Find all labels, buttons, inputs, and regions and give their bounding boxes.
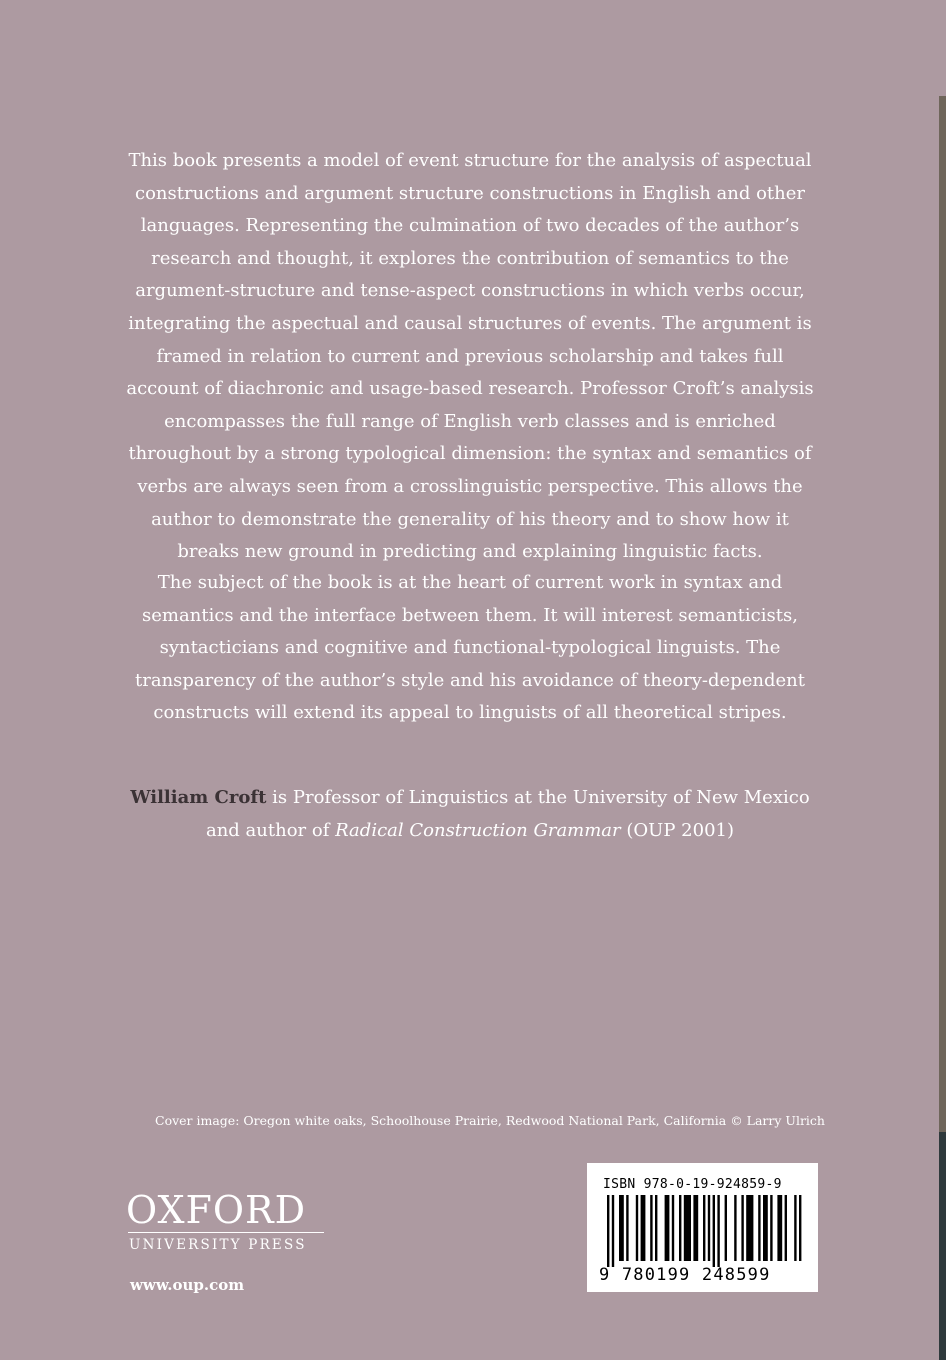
barcode-bar bbox=[693, 1195, 698, 1261]
barcode-bar bbox=[799, 1195, 801, 1261]
barcode-digits: 9 780199 248599 bbox=[599, 1265, 771, 1285]
isbn-barcode bbox=[587, 1163, 818, 1292]
barcode-bar bbox=[679, 1195, 681, 1261]
barcode-bar bbox=[612, 1195, 614, 1267]
publisher-subtitle: UNIVERSITY PRESS bbox=[129, 1237, 307, 1253]
author-bio-text: is Professor of Linguistics at the University of New Mexico and author of bbox=[205, 787, 810, 841]
author-book-title: Radical Construction Grammar bbox=[335, 819, 621, 841]
barcode-bar bbox=[672, 1195, 674, 1261]
barcode-bar bbox=[770, 1195, 772, 1261]
barcode-bar bbox=[684, 1195, 691, 1261]
barcode-bar bbox=[607, 1195, 609, 1267]
barcode-bar bbox=[626, 1195, 628, 1261]
isbn-label: ISBN 978-0-19-924859-9 bbox=[603, 1177, 782, 1192]
barcode-bar bbox=[713, 1195, 715, 1267]
publisher-logo-rule bbox=[128, 1232, 324, 1233]
blurb-paragraph-2: The subject of the book is at the heart of current work in syntax and semantics and the interface between them. It will interest semanticists, syntacticians and cognitive and functional-typological linguists. The transparency of the author’s style and his avoidance of theory-dependent constructs will extend its appeal to linguists of all theoretical stripes. bbox=[135, 572, 805, 724]
barcode-bar bbox=[650, 1195, 652, 1261]
barcode-bar bbox=[708, 1195, 710, 1261]
barcode-bar bbox=[717, 1195, 719, 1267]
barcode-bar bbox=[785, 1195, 787, 1261]
barcode-bars bbox=[601, 1195, 805, 1269]
barcode-bar bbox=[725, 1195, 727, 1261]
cover-image-credit: Cover image: Oregon white oaks, Schoolhouse Prairie, Redwood National Park, California © Larry Ulrich bbox=[155, 1113, 825, 1128]
spine-edge-strip-dark bbox=[939, 1132, 946, 1360]
publisher-name: OXFORD bbox=[126, 1188, 307, 1232]
barcode-bar bbox=[734, 1195, 736, 1261]
blurb-paragraph-1: This book presents a model of event structure for the analysis of aspectual constructions and argument structure constructions in English and other languages. Representing the culmination of two decades of the author’s research and thought, it explores the contribution of semantics to the argument-structure and tense-aspect constructions in which verbs occur, integrating the aspectual and causal structures of events. The argument is framed in relation to current and previous scholarship and takes full account of diachronic and usage-based research. Professor Croft’s analysis encompasses the full range of English verb classes and is enriched throughout by a strong typological dimension: the syntax and semantics of verbs are always seen from a crosslinguistic perspective. This allows the author to demonstrate the generality of his theory and to show how it breaks new ground in predicting and explaining linguistic facts. bbox=[126, 150, 814, 563]
barcode-bar bbox=[794, 1195, 796, 1261]
barcode-bar bbox=[619, 1195, 624, 1261]
author-bio-publication: (OUP 2001) bbox=[620, 819, 734, 841]
barcode-bar bbox=[741, 1195, 743, 1261]
publisher-logo bbox=[126, 1190, 324, 1253]
publisher-website: www.oup.com bbox=[130, 1276, 245, 1294]
barcode-bar bbox=[665, 1195, 670, 1261]
barcode-bar bbox=[641, 1195, 646, 1261]
barcode-bar bbox=[636, 1195, 638, 1261]
barcode-bar bbox=[777, 1195, 782, 1261]
author-bio bbox=[120, 782, 820, 847]
barcode-bar bbox=[746, 1195, 753, 1261]
barcode-bar bbox=[655, 1195, 657, 1261]
author-name: William Croft bbox=[130, 787, 267, 808]
barcode-bar bbox=[758, 1195, 760, 1261]
barcode-bar bbox=[703, 1195, 705, 1261]
barcode-bar bbox=[763, 1195, 768, 1261]
